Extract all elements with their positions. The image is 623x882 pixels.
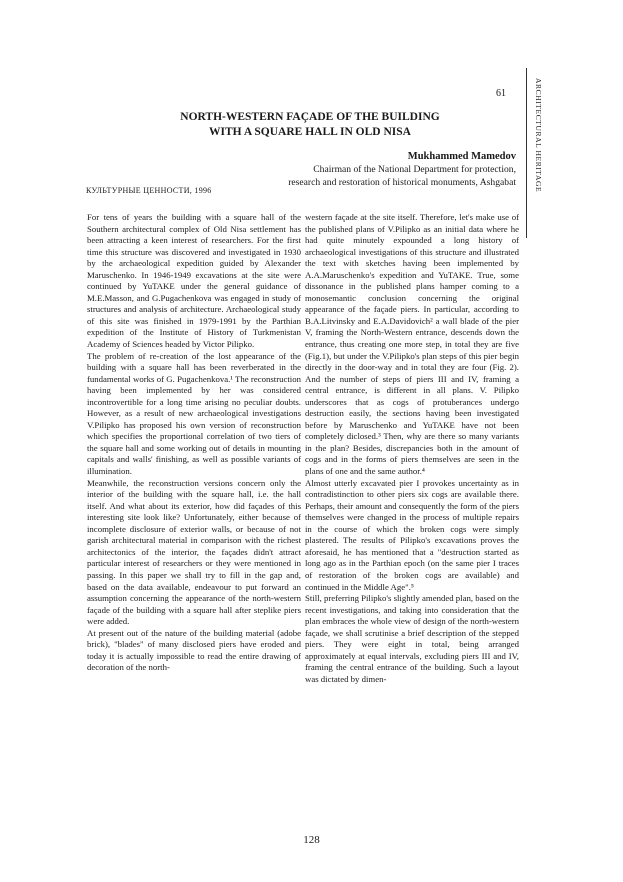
running-head: ARCHITECTURAL HERITAGE <box>534 78 543 193</box>
article-title <box>120 110 500 140</box>
title-line-1: NORTH-WESTERN FAÇADE OF THE BUILDING <box>180 111 440 123</box>
author-affiliation-line-2: research and restoration of historical monuments, Ashgabat <box>288 176 516 188</box>
journal-reference <box>86 186 212 195</box>
side-divider <box>526 68 527 238</box>
paragraph: For tens of years the building with a square hall of the Southern architectural complex of Old Nisa settlement has been attracting a keen interest of researchers. For the first time this structure was discovered and investigated in 1930 by the archaeological expedition guided by Alexander Maruschenko. In 1946-1949 excavations at the site were continued by YuTAKE under the general guidance of M.E.Masson, and G.Pugachenkova was engaged in study of structures and analysis of architecture. Archaeological study of this site was finished in 1979-1991 by the Parthian expedition of the Institute of History of Turkmenistan Academy of Sciences headed by Victor Pilipko. <box>87 212 301 350</box>
page-number-top: 61 <box>496 88 506 99</box>
author-block <box>250 150 516 189</box>
page-number-bottom: 128 <box>303 834 320 846</box>
body-column-left <box>87 212 301 674</box>
author-affiliation-line-1: Chairman of the National Department for protection, <box>313 164 516 175</box>
paragraph: Still, preferring Pilipko's slightly amended plan, based on the recent investigations, and taking into consideration that the plan embraces the whole view of design of the north-western façade, we shall scrutinise a brief description of the stepped piers. They were eight in total, being arranged approximately at equal intervals, excluding piers III and IV, framing the central entrance of the building. Such a layout was dictated by dimen- <box>305 593 519 684</box>
author-name: Mukhammed Mamedov <box>407 151 516 162</box>
paragraph: western façade at the site itself. Therefore, let's make use of the published plans of V.Pilipko as an initial data where he had quite minutely expounded a long history of archaeological investigations of this structure and illustrated the text with sketches having been implemented by A.A.Maruschenko's expedition and YuTAKE. True, some dissonance in the published plans hamper coming to a monosemantic conclusion concerning the original appearance of the façade piers. In particular, according to B.A.Litvinsky and E.A.Davidovich² a wall blade of the pier V, framing the North-Western entrance, descends down the entrance, thus creating one more step, in total they are five (Fig.1), but under the V.Pilipko's plan steps of this pier begin directly in the door-way and in total they are four (Fig. 2). And the number of steps of piers III and IV, framing a central entrance, is different in all plans. V. Pilipko underscores that as cogs of protuberances undergo destruction easily, the sections having been investigated before by Maruschenko and YuTAKE have not been completely diclosed.³ Then, why are there so many variants in the plan? Besides, discrepancies both in the amount of cogs and in the forms of piers themselves are seen in the plans of one and the same author.⁴ <box>305 212 519 477</box>
paragraph: Almost utterly excavated pier I provokes uncertainty as in contradistinction to other piers six cogs are available there. Perhaps, their amount and consequently the form of the piers themselves were changed in the process of multiple repairs in the course of which the broken cogs were simply plastered. The results of Pilipko's excavations proves the aforesaid, he has mentioned that a "destruction started as long ago as in the Parthian epoch (on the same pier I traces of restoration of the broken cogs are available) and continued in the Middle Age".⁵ <box>305 477 519 592</box>
title-line-2: WITH A SQUARE HALL IN OLD NISA <box>209 126 411 138</box>
paragraph: Meanwhile, the reconstruction versions concern only the interior of the building with the square hall, i.e. the hall itself. And what about its exterior, how did façades of this interesting site look like? Unfortunately, either because of incomplete disclosure of exterior walls, or because of not garish architectural material in comparison with the richest architectonics of the interior, the façades didn't attract particular interest of researchers or they were mentioned in passing. In this paper we shall try to fill in the gap and, based on the data available, endeavour to put forward an assumption concerning the appearance of the north-western façade of the building with a square hall after steplike piers were added. <box>87 477 301 627</box>
paragraph: The problem of re-creation of the lost appearance of the building with a square hall has been reverberated in the fundamental works of G. Pugachenkova.¹ The reconstruction having been implemented by her was considered incontrovertible for a long time arising no peculiar doubts. However, as a result of new archaeological investigations V.Pilipko has proposed his own version of reconstruction which specifies the proportional correlation of two tiers of the square hall and some working out of details in mounting capitals and walls' finishing, as well as possible variants of illumination. <box>87 350 301 477</box>
body-column-right <box>305 212 519 685</box>
paragraph: At present out of the nature of the building material (adobe brick), "blades" of many disclosed piers have eroded and today it is actually impossible to read the entire drawing of decoration of the north- <box>87 627 301 673</box>
journal-text: КУЛЬТУРНЫЕ ЦЕННОСТИ, 1996 <box>86 186 212 195</box>
